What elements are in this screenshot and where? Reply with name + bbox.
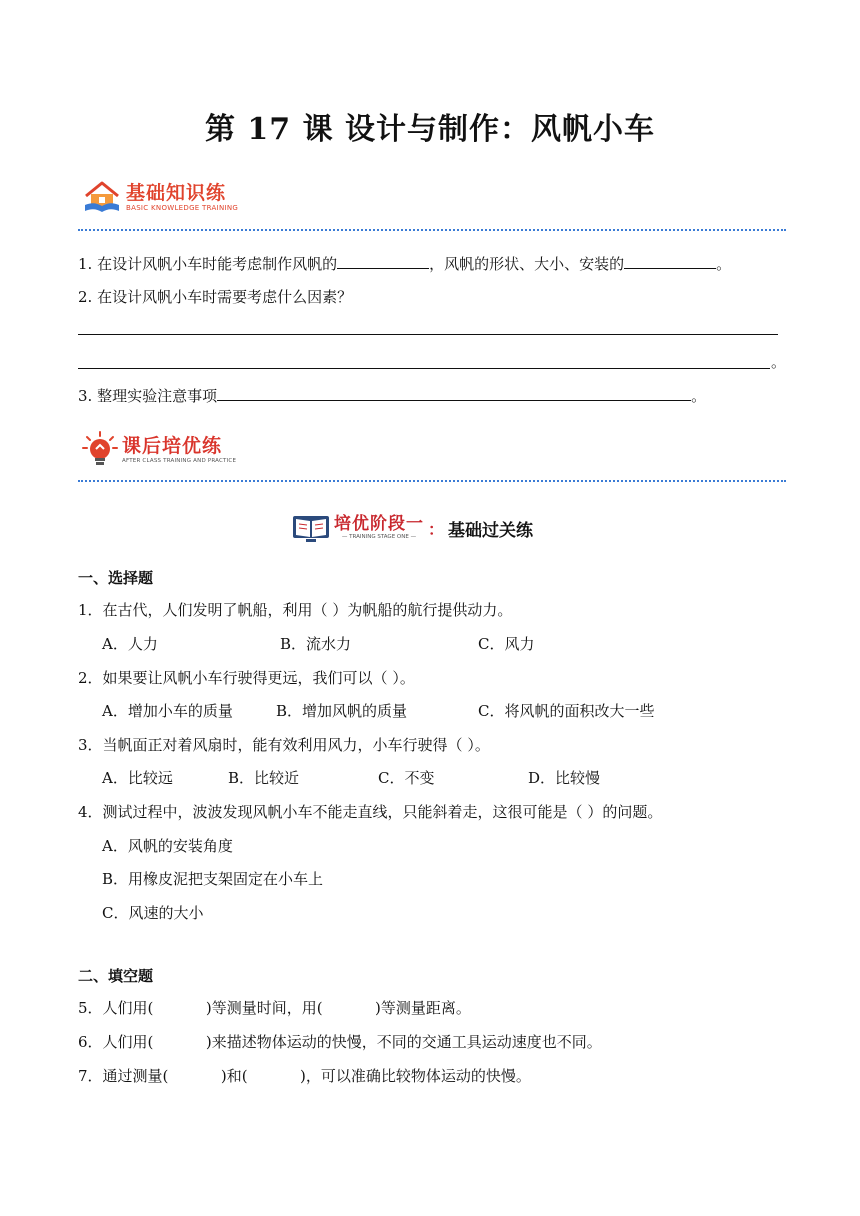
banner-title: 基础知识练 — [126, 181, 227, 204]
after-class-banner — [82, 431, 236, 469]
choice-question-2: 2．如果要让风帆小车行驶得更远，我们可以（ ）。 — [78, 669, 415, 687]
question-2-end: 。 — [771, 353, 787, 371]
stage-colon: ： — [428, 519, 445, 539]
choice-question-3: 3．当帆面正对着风扇时，能有效利用风力，小车行驶得（ ）。 — [78, 736, 490, 754]
fill-question-6: 6．人们用( )来描述物体运动的快慢，不同的交通工具运动速度也不同。 — [78, 1033, 602, 1051]
option-c[interactable]: C．风速的大小 — [102, 904, 204, 922]
house-book-icon — [82, 180, 122, 214]
lightbulb-icon — [82, 431, 118, 469]
open-book-icon — [292, 513, 330, 543]
choice-options-3 — [102, 768, 600, 788]
question-text: 。 — [691, 387, 707, 405]
option-c[interactable]: C．将风帆的面积改大一些 — [478, 702, 655, 720]
section-heading-fill: 二、填空题 — [78, 967, 154, 985]
banner-subtitle: AFTER CLASS TRAINING AND PRACTICE — [122, 458, 237, 464]
page-title: 第 17 课 设计与制作：风帆小车 — [204, 112, 656, 147]
question-text: 3. 整理实验注意事项 — [78, 387, 218, 405]
option-a[interactable]: A．人力 — [102, 635, 158, 653]
stage-title: 培优阶段一 — [334, 514, 424, 534]
option-a[interactable]: A．比较远 — [102, 769, 173, 787]
answer-line[interactable] — [78, 334, 778, 335]
option-b[interactable]: B．增加风帆的质量 — [276, 702, 408, 720]
section-heading-choice: 一、选择题 — [78, 569, 154, 587]
option-a[interactable]: A．风帆的安装角度 — [102, 837, 233, 855]
question-text: ，风帆的形状、大小、安装的 — [429, 255, 625, 273]
basic-knowledge-banner — [82, 180, 238, 214]
stage-heading — [292, 513, 533, 543]
option-c[interactable]: C．风力 — [478, 635, 535, 653]
answer-line[interactable] — [78, 368, 770, 369]
choice-options-1 — [102, 634, 534, 654]
question-3 — [78, 386, 706, 406]
answer-blank[interactable] — [337, 254, 429, 269]
choice-question-4: 4．测试过程中，波波发现风帆小车不能走直线，只能斜着走，这很可能是（ ）的问题。 — [78, 803, 663, 821]
choice-question-1: 1．在古代，人们发明了帆船，利用（ ）为帆船的航行提供动力。 — [78, 601, 513, 619]
question-text: 。 — [716, 255, 732, 273]
answer-blank[interactable] — [217, 386, 691, 401]
banner-subtitle: BASIC KNOWLEDGE TRAINING — [126, 203, 239, 212]
option-a[interactable]: A．增加小车的质量 — [102, 702, 233, 720]
stage-subtitle: — TRAINING STAGE ONE — — [341, 534, 417, 540]
section-divider — [78, 229, 786, 231]
fill-question-5: 5．人们用( )等测量时间，用( )等测量距离。 — [78, 999, 471, 1017]
fill-question-7: 7．通过测量( )和( )，可以准确比较物体运动的快慢。 — [78, 1067, 531, 1085]
section-divider — [78, 480, 786, 482]
option-b[interactable]: B．用橡皮泥把支架固定在小车上 — [102, 870, 324, 888]
stage-label: 基础过关练 — [448, 520, 534, 541]
option-c[interactable]: C．不变 — [378, 769, 435, 787]
banner-title: 课后培优练 — [122, 435, 223, 457]
question-2: 2. 在设计风帆小车时需要考虑什么因素？ — [78, 288, 353, 306]
option-b[interactable]: B．比较近 — [228, 769, 300, 787]
option-d[interactable]: D．比较慢 — [528, 769, 601, 787]
question-1 — [78, 254, 731, 274]
option-b[interactable]: B．流水力 — [280, 635, 352, 653]
question-text: 1. 在设计风帆小车时能考虑制作风帆的 — [78, 255, 338, 273]
answer-blank[interactable] — [624, 254, 716, 269]
choice-options-2 — [102, 701, 654, 721]
